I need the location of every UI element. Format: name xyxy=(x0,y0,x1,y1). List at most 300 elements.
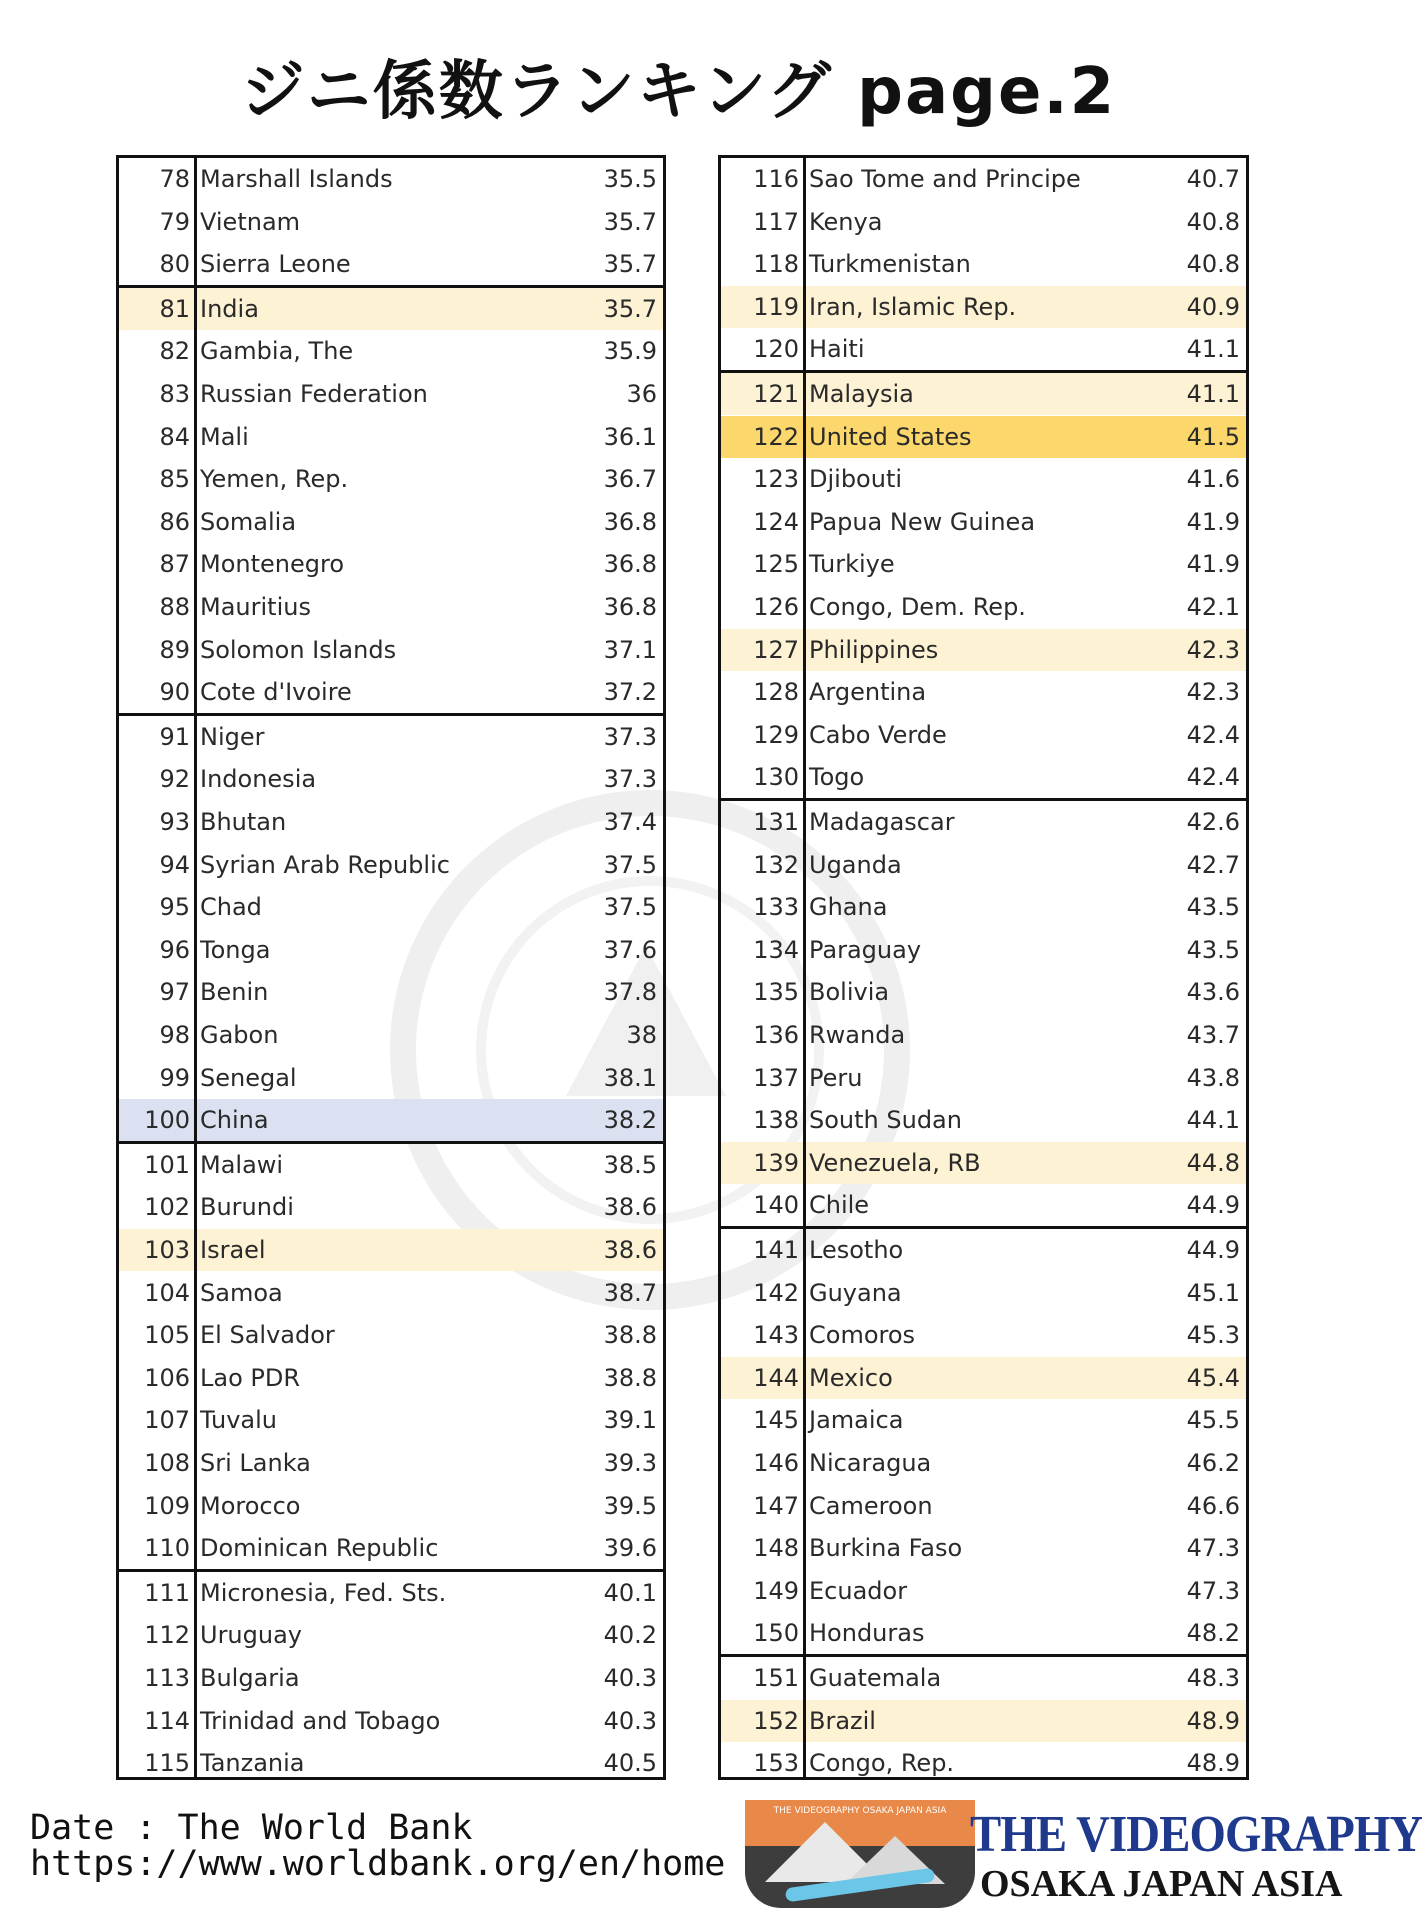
table-row xyxy=(721,286,1246,328)
rank-cell: 115 xyxy=(144,1749,190,1778)
table-row xyxy=(721,1527,1246,1569)
rank-cell: 122 xyxy=(753,422,799,451)
rank-cell: 102 xyxy=(144,1193,190,1222)
table-row xyxy=(119,971,663,1013)
country-cell: Venezuela, RB xyxy=(809,1148,981,1177)
country-cell: Lao PDR xyxy=(200,1363,301,1392)
gini-value-cell: 41.9 xyxy=(1186,550,1240,579)
rank-cell: 127 xyxy=(753,635,799,664)
country-cell: El Salvador xyxy=(200,1321,335,1350)
table-row xyxy=(721,1099,1246,1141)
table-row xyxy=(721,1057,1246,1099)
rank-cell: 80 xyxy=(159,250,190,279)
country-cell: Morocco xyxy=(200,1491,301,1520)
table-row xyxy=(721,501,1246,543)
country-cell: Turkmenistan xyxy=(809,250,971,279)
table-row xyxy=(721,586,1246,628)
gini-value-cell: 40.7 xyxy=(1186,165,1240,193)
table-row xyxy=(119,1572,663,1614)
group-separator xyxy=(721,370,1246,373)
rank-cell: 138 xyxy=(753,1106,799,1135)
gini-value-cell: 39.3 xyxy=(603,1449,657,1477)
table-row xyxy=(721,1314,1246,1356)
table-row xyxy=(721,714,1246,756)
rank-cell: 85 xyxy=(159,465,190,494)
rank-cell: 125 xyxy=(753,550,799,579)
rank-cell: 88 xyxy=(159,593,190,621)
country-cell: Cabo Verde xyxy=(809,720,947,749)
gini-value-cell: 35.7 xyxy=(603,250,657,279)
table-row xyxy=(119,758,663,800)
country-cell: Niger xyxy=(200,722,265,751)
country-cell: Ghana xyxy=(809,893,888,922)
table-row xyxy=(721,629,1246,671)
table-row xyxy=(119,1657,663,1699)
gini-value-cell: 39.1 xyxy=(603,1406,657,1435)
country-cell: Iran, Islamic Rep. xyxy=(809,292,1017,321)
country-cell: Congo, Dem. Rep. xyxy=(809,593,1026,621)
rank-cell: 100 xyxy=(144,1106,190,1135)
gini-value-cell: 42.7 xyxy=(1186,850,1240,879)
table-row xyxy=(721,458,1246,500)
table-row xyxy=(119,1399,663,1441)
rank-cell: 135 xyxy=(753,978,799,1007)
group-separator xyxy=(721,1654,1246,1657)
gini-value-cell: 42.4 xyxy=(1186,763,1240,792)
table-row xyxy=(119,288,663,330)
country-cell: Bulgaria xyxy=(200,1664,300,1692)
table-row xyxy=(721,1485,1246,1527)
gini-value-cell: 45.5 xyxy=(1186,1406,1240,1435)
gini-value-cell: 38.8 xyxy=(603,1363,657,1392)
table-row xyxy=(721,1229,1246,1271)
brand-location: OSAKA JAPAN ASIA xyxy=(980,1863,1343,1905)
country-cell: Burundi xyxy=(200,1193,294,1222)
rank-cell: 106 xyxy=(144,1363,190,1392)
rank-cell: 153 xyxy=(753,1749,799,1778)
group-separator xyxy=(119,285,663,288)
gini-value-cell: 37.3 xyxy=(603,722,657,751)
gini-value-cell: 36 xyxy=(626,380,657,408)
table-row xyxy=(119,929,663,971)
gini-value-cell: 36.8 xyxy=(603,593,657,621)
brand-name: THE VIDEOGRAPHY xyxy=(970,1806,1422,1863)
gini-value-cell: 39.6 xyxy=(603,1534,657,1563)
gini-value-cell: 38 xyxy=(626,1021,657,1049)
gini-value-cell: 41.5 xyxy=(1186,422,1240,451)
table-row xyxy=(119,243,663,285)
rank-cell: 94 xyxy=(159,850,190,879)
group-separator xyxy=(721,798,1246,801)
gini-value-cell: 36.7 xyxy=(603,465,657,494)
gini-value-cell: 41.1 xyxy=(1186,335,1240,364)
source-line-1: Date : The World Bank xyxy=(30,1808,473,1848)
rank-cell: 86 xyxy=(159,507,190,536)
country-cell: Somalia xyxy=(200,507,297,536)
country-cell: Uganda xyxy=(809,850,902,879)
gini-value-cell: 41.9 xyxy=(1186,507,1240,536)
country-cell: Malawi xyxy=(200,1150,284,1179)
table-row xyxy=(119,1057,663,1099)
country-cell: Lesotho xyxy=(809,1236,904,1264)
table-row xyxy=(119,158,663,200)
gini-value-cell: 43.7 xyxy=(1186,1021,1240,1049)
rank-cell: 144 xyxy=(753,1363,799,1392)
gini-value-cell: 44.9 xyxy=(1186,1191,1240,1220)
source-url: https://www.worldbank.org/en/home xyxy=(30,1844,726,1884)
gini-value-cell: 42.3 xyxy=(1186,678,1240,707)
rank-cell: 116 xyxy=(753,165,799,193)
rank-cell: 152 xyxy=(753,1706,799,1735)
gini-value-cell: 48.9 xyxy=(1186,1749,1240,1778)
rank-cell: 93 xyxy=(159,808,190,836)
rank-cell: 87 xyxy=(159,550,190,579)
table-row xyxy=(721,756,1246,798)
gini-value-cell: 38.8 xyxy=(603,1321,657,1350)
table-row xyxy=(721,929,1246,971)
gini-value-cell: 39.5 xyxy=(603,1491,657,1520)
rank-cell: 132 xyxy=(753,850,799,879)
table-row xyxy=(119,801,663,843)
gini-value-cell: 38.7 xyxy=(603,1278,657,1307)
country-cell: Turkiye xyxy=(809,550,895,579)
gini-value-cell: 43.5 xyxy=(1186,893,1240,922)
rank-cell: 114 xyxy=(144,1706,190,1735)
gini-value-cell: 47.3 xyxy=(1186,1576,1240,1605)
rank-cell: 107 xyxy=(144,1406,190,1435)
country-cell: Papua New Guinea xyxy=(809,507,1036,536)
group-separator xyxy=(119,1141,663,1144)
country-cell: Tonga xyxy=(200,935,271,964)
gini-table-right xyxy=(718,155,1249,1780)
rank-cell: 110 xyxy=(144,1534,190,1563)
table-row xyxy=(119,201,663,243)
table-row xyxy=(721,801,1246,843)
gini-value-cell: 40.9 xyxy=(1186,292,1240,321)
country-cell: Syrian Arab Republic xyxy=(200,850,450,879)
rank-cell: 124 xyxy=(753,507,799,536)
gini-value-cell: 35.9 xyxy=(603,337,657,366)
table-row xyxy=(721,243,1246,285)
country-cell: Brazil xyxy=(809,1706,876,1735)
country-cell: Philippines xyxy=(809,635,939,664)
country-cell: India xyxy=(200,294,259,323)
table-row xyxy=(721,1700,1246,1742)
rank-cell: 83 xyxy=(159,380,190,408)
rank-cell: 142 xyxy=(753,1278,799,1307)
table-row xyxy=(119,1700,663,1742)
rank-cell: 101 xyxy=(144,1150,190,1179)
rank-cell: 148 xyxy=(753,1534,799,1563)
table-row xyxy=(721,1272,1246,1314)
country-cell: Trinidad and Tobago xyxy=(200,1706,441,1735)
table-row xyxy=(721,328,1246,370)
country-cell: Kenya xyxy=(809,207,883,236)
rank-cell: 91 xyxy=(159,722,190,751)
gini-value-cell: 35.7 xyxy=(603,294,657,323)
country-cell: Haiti xyxy=(809,335,865,364)
rank-cell: 128 xyxy=(753,678,799,707)
country-cell: Vietnam xyxy=(200,207,301,236)
gini-value-cell: 40.8 xyxy=(1186,250,1240,279)
rank-cell: 96 xyxy=(159,935,190,964)
rank-cell: 108 xyxy=(144,1449,190,1477)
country-cell: Indonesia xyxy=(200,765,317,794)
country-cell: Burkina Faso xyxy=(809,1534,963,1563)
table-row xyxy=(721,543,1246,585)
table-row xyxy=(721,1657,1246,1699)
country-cell: Chile xyxy=(809,1191,870,1220)
gini-value-cell: 43.6 xyxy=(1186,978,1240,1007)
gini-value-cell: 44.8 xyxy=(1186,1148,1240,1177)
table-row xyxy=(721,1570,1246,1612)
gini-value-cell: 41.6 xyxy=(1186,465,1240,494)
gini-value-cell: 42.3 xyxy=(1186,635,1240,664)
gini-value-cell: 48.2 xyxy=(1186,1619,1240,1648)
rank-cell: 146 xyxy=(753,1449,799,1477)
country-cell: Benin xyxy=(200,978,269,1007)
gini-value-cell: 38.6 xyxy=(603,1236,657,1264)
country-cell: Dominican Republic xyxy=(200,1534,439,1563)
rank-cell: 112 xyxy=(144,1621,190,1650)
rank-cell: 136 xyxy=(753,1021,799,1049)
country-cell: Malaysia xyxy=(809,380,914,408)
rank-cell: 121 xyxy=(753,380,799,408)
gini-value-cell: 47.3 xyxy=(1186,1534,1240,1563)
country-cell: Mexico xyxy=(809,1363,893,1392)
gini-value-cell: 43.8 xyxy=(1186,1063,1240,1092)
group-separator xyxy=(119,713,663,716)
gini-value-cell: 36.8 xyxy=(603,507,657,536)
rank-cell: 109 xyxy=(144,1491,190,1520)
table-row xyxy=(119,1527,663,1569)
rank-cell: 92 xyxy=(159,765,190,794)
country-cell: Peru xyxy=(809,1063,863,1092)
rank-cell: 117 xyxy=(753,207,799,236)
table-row xyxy=(119,886,663,928)
table-row xyxy=(721,1612,1246,1654)
gini-value-cell: 45.3 xyxy=(1186,1321,1240,1350)
table-row xyxy=(119,586,663,628)
rank-cell: 104 xyxy=(144,1278,190,1307)
table-row xyxy=(119,1272,663,1314)
table-row xyxy=(119,416,663,458)
gini-value-cell: 35.5 xyxy=(603,165,657,193)
group-separator xyxy=(721,1226,1246,1229)
country-cell: Senegal xyxy=(200,1063,297,1092)
country-cell: Comoros xyxy=(809,1321,916,1350)
rank-cell: 140 xyxy=(753,1191,799,1220)
country-cell: China xyxy=(200,1106,269,1135)
gini-value-cell: 37.8 xyxy=(603,978,657,1007)
table-row xyxy=(721,971,1246,1013)
table-row xyxy=(119,1357,663,1399)
gini-value-cell: 40.8 xyxy=(1186,207,1240,236)
rank-cell: 126 xyxy=(753,593,799,621)
country-cell: Micronesia, Fed. Sts. xyxy=(200,1578,447,1607)
gini-value-cell: 48.3 xyxy=(1186,1664,1240,1692)
country-cell: Sri Lanka xyxy=(200,1449,311,1477)
gini-value-cell: 38.2 xyxy=(603,1106,657,1135)
gini-value-cell: 40.1 xyxy=(603,1578,657,1607)
table-row xyxy=(721,1014,1246,1056)
table-row xyxy=(721,1742,1246,1784)
gini-value-cell: 37.4 xyxy=(603,808,657,836)
country-cell: Cote d'Ivoire xyxy=(200,678,352,707)
table-row xyxy=(119,458,663,500)
gini-value-cell: 37.2 xyxy=(603,678,657,707)
country-cell: Israel xyxy=(200,1236,266,1264)
table-row xyxy=(119,1614,663,1656)
rank-cell: 97 xyxy=(159,978,190,1007)
country-cell: Paraguay xyxy=(809,935,922,964)
country-cell: Bhutan xyxy=(200,808,287,836)
table-row xyxy=(721,1142,1246,1184)
gini-value-cell: 38.5 xyxy=(603,1150,657,1179)
table-row xyxy=(119,671,663,713)
country-cell: Mali xyxy=(200,422,249,451)
table-row xyxy=(119,1742,663,1784)
country-cell: South Sudan xyxy=(809,1106,962,1135)
table-row xyxy=(721,1442,1246,1484)
table-row xyxy=(119,1314,663,1356)
table-row xyxy=(721,844,1246,886)
country-cell: Tanzania xyxy=(200,1749,305,1778)
gini-value-cell: 37.3 xyxy=(603,765,657,794)
rank-cell: 118 xyxy=(753,250,799,279)
table-row xyxy=(119,330,663,372)
gini-value-cell: 45.4 xyxy=(1186,1363,1240,1392)
rank-cell: 150 xyxy=(753,1619,799,1648)
country-cell: Guatemala xyxy=(809,1664,942,1692)
rank-cell: 130 xyxy=(753,763,799,792)
table-row xyxy=(119,1442,663,1484)
gini-value-cell: 35.7 xyxy=(603,207,657,236)
table-row xyxy=(119,1099,663,1141)
table-row xyxy=(119,629,663,671)
country-cell: Chad xyxy=(200,893,262,922)
rank-cell: 82 xyxy=(159,337,190,366)
gini-value-cell: 38.1 xyxy=(603,1063,657,1092)
gini-value-cell: 42.4 xyxy=(1186,720,1240,749)
rank-cell: 151 xyxy=(753,1664,799,1692)
table-row xyxy=(119,716,663,758)
country-cell: Honduras xyxy=(809,1619,925,1648)
country-cell: Sierra Leone xyxy=(200,250,351,279)
table-row xyxy=(721,1399,1246,1441)
gini-value-cell: 40.3 xyxy=(603,1706,657,1735)
rank-cell: 103 xyxy=(144,1236,190,1264)
gini-value-cell: 37.1 xyxy=(603,635,657,664)
table-row xyxy=(721,373,1246,415)
rank-cell: 90 xyxy=(159,678,190,707)
country-cell: Gambia, The xyxy=(200,337,354,366)
group-separator xyxy=(119,1569,663,1572)
country-cell: United States xyxy=(809,422,972,451)
gini-value-cell: 45.1 xyxy=(1186,1278,1240,1307)
table-row xyxy=(119,1229,663,1271)
logo-badge-text: THE VIDEOGRAPHY OSAKA JAPAN ASIA xyxy=(773,1806,947,1816)
rank-cell: 105 xyxy=(144,1321,190,1350)
gini-value-cell: 37.6 xyxy=(603,935,657,964)
column-divider xyxy=(194,158,197,1777)
gini-value-cell: 43.5 xyxy=(1186,935,1240,964)
rank-cell: 141 xyxy=(753,1236,799,1264)
rank-cell: 84 xyxy=(159,422,190,451)
country-cell: Sao Tome and Principe xyxy=(809,165,1081,193)
rank-cell: 145 xyxy=(753,1406,799,1435)
table-row xyxy=(721,886,1246,928)
gini-value-cell: 42.6 xyxy=(1186,808,1240,836)
country-cell: Rwanda xyxy=(809,1021,906,1049)
country-cell: Cameroon xyxy=(809,1491,933,1520)
rank-cell: 119 xyxy=(753,292,799,321)
country-cell: Jamaica xyxy=(809,1406,904,1435)
table-row xyxy=(721,416,1246,458)
rank-cell: 113 xyxy=(144,1664,190,1692)
table-row xyxy=(119,373,663,415)
country-cell: Solomon Islands xyxy=(200,635,397,664)
rank-cell: 81 xyxy=(159,294,190,323)
table-row xyxy=(119,543,663,585)
rank-cell: 89 xyxy=(159,635,190,664)
rank-cell: 134 xyxy=(753,935,799,964)
country-cell: Madagascar xyxy=(809,808,955,836)
source-credit xyxy=(30,1810,725,1882)
gini-value-cell: 40.3 xyxy=(603,1664,657,1692)
country-cell: Nicaragua xyxy=(809,1449,932,1477)
gini-value-cell: 36.8 xyxy=(603,550,657,579)
gini-value-cell: 38.6 xyxy=(603,1193,657,1222)
gini-value-cell: 37.5 xyxy=(603,850,657,879)
gini-value-cell: 36.1 xyxy=(603,422,657,451)
rank-cell: 120 xyxy=(753,335,799,364)
gini-value-cell: 37.5 xyxy=(603,893,657,922)
page-title: ジニ係数ランキング page.2 xyxy=(240,55,1117,129)
rank-cell: 79 xyxy=(159,207,190,236)
country-cell: Togo xyxy=(809,763,865,792)
country-cell: Argentina xyxy=(809,678,927,707)
column-divider xyxy=(803,158,806,1777)
table-row xyxy=(119,1144,663,1186)
table-row xyxy=(119,844,663,886)
table-row xyxy=(721,158,1246,200)
gini-table-left xyxy=(116,155,666,1780)
country-cell: Yemen, Rep. xyxy=(200,465,349,494)
rank-cell: 133 xyxy=(753,893,799,922)
rank-cell: 149 xyxy=(753,1576,799,1605)
rank-cell: 131 xyxy=(753,808,799,836)
table-row xyxy=(721,1357,1246,1399)
country-cell: Gabon xyxy=(200,1021,279,1049)
table-row xyxy=(119,1485,663,1527)
table-row xyxy=(119,1186,663,1228)
table-row xyxy=(721,201,1246,243)
country-cell: Russian Federation xyxy=(200,380,428,408)
country-cell: Djibouti xyxy=(809,465,903,494)
gini-value-cell: 48.9 xyxy=(1186,1706,1240,1735)
gini-value-cell: 40.5 xyxy=(603,1749,657,1778)
rank-cell: 78 xyxy=(159,165,190,193)
country-cell: Ecuador xyxy=(809,1576,908,1605)
gini-value-cell: 44.9 xyxy=(1186,1236,1240,1264)
rank-cell: 129 xyxy=(753,720,799,749)
videography-logo-badge xyxy=(745,1800,975,1908)
rank-cell: 139 xyxy=(753,1148,799,1177)
gini-value-cell: 41.1 xyxy=(1186,380,1240,408)
country-cell: Samoa xyxy=(200,1278,283,1307)
country-cell: Montenegro xyxy=(200,550,345,579)
